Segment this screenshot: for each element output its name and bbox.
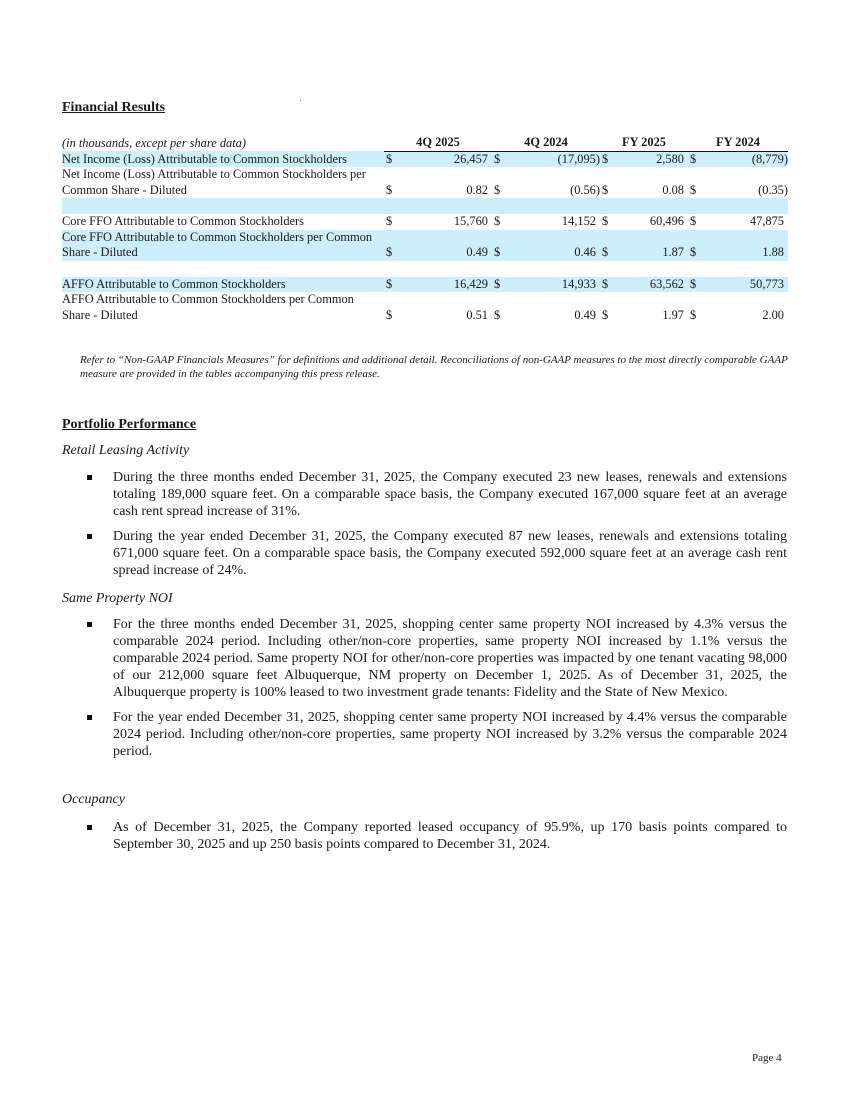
row-label: AFFO Attributable to Common Stockholders per Common Share - Diluted xyxy=(62,292,354,322)
cell-value: 0.82 xyxy=(466,182,488,197)
list-item xyxy=(87,819,787,853)
retail-leasing-heading: Retail Leasing Activity xyxy=(62,443,190,458)
list-item xyxy=(87,469,787,520)
currency-symbol: $ xyxy=(690,214,697,228)
list-item xyxy=(87,709,787,760)
bullet-square-icon xyxy=(87,534,92,539)
cell-value: 2.00 xyxy=(762,307,784,322)
bullet-square-icon xyxy=(87,715,92,720)
same-property-noi-heading: Same Property NOI xyxy=(62,591,173,606)
cell-value: 26,457 xyxy=(400,151,492,167)
table-row xyxy=(62,277,788,293)
currency-symbol: $ xyxy=(602,182,609,197)
bullet-text: For the year ended December 31, 2025, shopping center same property NOI increased by 4.4% versus the comparable 2024 period. Including other/non-core properties, same property NOI increased by 3.2% versus the comparable 2024 period. xyxy=(113,710,787,759)
list-item xyxy=(87,528,787,579)
cell-value: 1.97 xyxy=(662,307,684,322)
cell-value: (8,779) xyxy=(704,151,788,167)
bullet-text: For the three months ended December 31, 2025, shopping center same property NOI increased by 4.3% versus the comparable 2024 period. Including other/non-core properties, same property NOI increased by 1.1% versus the comparable 2024 period. Same property NOI for other/non-core properties was impacted by one tenant vacating 98,000 of our 212,000 square feet Albuquerque, NM property on December 1, 2025. As of December 31, 2025, the Albuquerque property is 100% leased to two investment grade tenants: Fidelity and the State of New Mexico. xyxy=(113,617,787,700)
cell-value: 0.49 xyxy=(574,307,596,322)
col-header-4q-2025: 4Q 2025 xyxy=(384,135,492,151)
cell-value: 63,562 xyxy=(616,277,688,293)
cell-value: 14,152 xyxy=(561,214,596,228)
currency-symbol: $ xyxy=(386,182,393,197)
cell-value: 0.51 xyxy=(466,307,488,322)
row-label: Core FFO Attributable to Common Stockholders per Common Share - Diluted xyxy=(62,230,384,261)
currency-symbol: $ xyxy=(602,214,609,228)
table-spacer-row xyxy=(62,261,788,277)
table-spacer-row xyxy=(62,198,788,214)
cell-value: 2,580 xyxy=(616,151,688,167)
currency-symbol: $ xyxy=(492,151,508,167)
table-unit-label: (in thousands, except per share data) xyxy=(62,135,246,150)
cell-value: 60,496 xyxy=(649,214,684,228)
row-label: Net Income (Loss) Attributable to Common Stockholders xyxy=(62,151,384,167)
table-row xyxy=(62,167,788,198)
cell-value: 15,760 xyxy=(453,214,488,228)
bullet-text: During the three months ended December 31, 2025, the Company executed 23 new leases, renewals and extensions totaling 189,000 square feet. On a comparable space basis, the Company executed 167,000 square feet at an average cash rent spread increase of 31%. xyxy=(113,470,787,519)
row-label: Core FFO Attributable to Common Stockholders xyxy=(62,214,304,228)
currency-symbol: $ xyxy=(600,277,616,293)
col-header-fy-2025: FY 2025 xyxy=(600,135,688,151)
currency-symbol: $ xyxy=(600,151,616,167)
currency-symbol: $ xyxy=(690,182,697,197)
currency-symbol: $ xyxy=(494,307,501,322)
currency-symbol: $ xyxy=(600,230,616,261)
currency-symbol: $ xyxy=(690,307,697,322)
currency-symbol: $ xyxy=(492,277,508,293)
same-property-noi-list xyxy=(87,616,787,768)
cell-value: 1.87 xyxy=(616,230,688,261)
currency-symbol: $ xyxy=(688,151,704,167)
financial-results-table xyxy=(62,135,788,323)
table-row xyxy=(62,151,788,167)
table-row xyxy=(62,214,788,230)
portfolio-performance-title: Portfolio Performance xyxy=(62,417,197,432)
currency-symbol: $ xyxy=(688,277,704,293)
retail-leasing-list xyxy=(87,469,787,587)
bullet-square-icon xyxy=(87,475,92,480)
cell-value: 1.88 xyxy=(704,230,788,261)
page-number: Page 4 xyxy=(752,1052,782,1064)
bullet-square-icon xyxy=(87,825,92,830)
currency-symbol: $ xyxy=(386,307,393,322)
currency-symbol: $ xyxy=(494,182,501,197)
stray-dot xyxy=(300,100,301,101)
table-footnote: Refer to “Non-GAAP Financials Measures” for definitions and additional detail. Reconciliations of non-GAAP measures to the most directly comparable GAAP measure are provided in the tables accompanying this press release. xyxy=(80,354,788,380)
currency-symbol: $ xyxy=(602,307,609,322)
currency-symbol: $ xyxy=(492,230,508,261)
table-row xyxy=(62,292,788,323)
cell-value: 47,875 xyxy=(749,214,784,228)
col-header-fy-2024: FY 2024 xyxy=(688,135,788,151)
occupancy-list xyxy=(87,819,787,861)
list-item xyxy=(87,616,787,701)
cell-value: 0.08 xyxy=(662,182,684,197)
occupancy-heading: Occupancy xyxy=(62,792,125,807)
financial-results-title: Financial Results xyxy=(62,100,166,115)
bullet-text: During the year ended December 31, 2025, the Company executed 87 new leases, renewals and extensions totaling 671,000 square feet. On a comparable space basis, the Company executed 592,000 square feet at an average cash rent spread increase of 24%. xyxy=(113,529,787,578)
cell-value: 14,933 xyxy=(508,277,600,293)
col-header-4q-2024: 4Q 2024 xyxy=(492,135,600,151)
cell-value: 0.46 xyxy=(508,230,600,261)
currency-symbol: $ xyxy=(688,230,704,261)
currency-symbol: $ xyxy=(384,277,400,293)
currency-symbol: $ xyxy=(386,214,393,228)
cell-value: 50,773 xyxy=(704,277,788,293)
cell-value: 0.49 xyxy=(400,230,492,261)
table-row xyxy=(62,230,788,261)
row-label: Net Income (Loss) Attributable to Common Stockholders per Common Share - Diluted xyxy=(62,167,366,197)
bullet-text: As of December 31, 2025, the Company reported leased occupancy of 95.9%, up 170 basis points compared to September 30, 2025 and up 250 basis points compared to December 31, 2024. xyxy=(113,820,787,852)
currency-symbol: $ xyxy=(384,230,400,261)
table-header-row xyxy=(62,135,788,151)
row-label: AFFO Attributable to Common Stockholders xyxy=(62,277,384,293)
cell-value: 16,429 xyxy=(400,277,492,293)
cell-value: (0.35) xyxy=(758,182,788,197)
bullet-square-icon xyxy=(87,622,92,627)
cell-value: (0.56) xyxy=(570,182,600,197)
currency-symbol: $ xyxy=(494,214,501,228)
cell-value: (17,095) xyxy=(508,151,600,167)
currency-symbol: $ xyxy=(384,151,400,167)
